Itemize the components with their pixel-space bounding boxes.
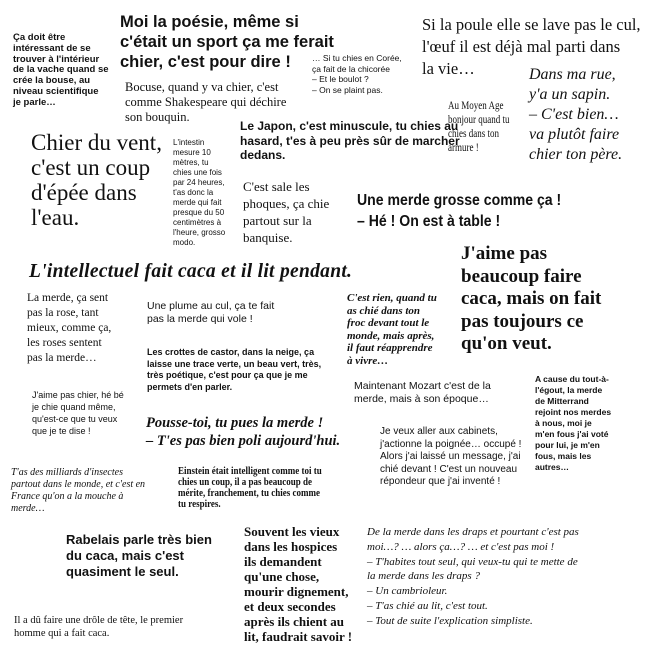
quote-plume: Une plume au cul, ça te fait pas la merde qui vole ! bbox=[147, 300, 275, 325]
quote-rose: La merde, ça sent pas la rose, tant mieux, comme ça, les roses sentent pas la merde… bbox=[27, 292, 112, 364]
quote-draps: De la merde dans les draps et pourtant c'est pas moi…? … alors ça…? … et c'est pas moi ! – T'habites tout seul, qui veux-tu qui te mette de la merde dans les draps ? – Un cambrioleur. – T'as chié au lit, c'est tout. – Tout de suite l'explication simpliste. bbox=[367, 526, 579, 627]
quote-vent: Chier du vent, c'est un coup d'épée dans l'eau. bbox=[31, 130, 162, 230]
quote-coree: … Si tu chies en Corée, ça fait de la chicorée – Et le boulot ? – On se plaint pas. bbox=[312, 53, 402, 95]
quote-phoques: C'est sale les phoques, ça chie partout sur la banquise. bbox=[243, 179, 330, 245]
quote-mouche: T'as des milliards d'insectes partout dans le monde, et c'est en France qu'on a la mouche à merde… bbox=[11, 467, 146, 514]
quote-mozart: Maintenant Mozart c'est de la merde, mais à son époque… bbox=[354, 380, 491, 405]
quote-pousse-toi: Pousse-toi, tu pues la merde ! – T'es pas bien poli aujourd'hui. bbox=[146, 415, 341, 449]
quote-chier: J'aime pas chier, hé bé je chie quand même, qu'est-ce que tu veux que je te dise ! bbox=[32, 390, 124, 436]
quote-intellectuel: L'intellectuel fait caca et il lit pendant. bbox=[29, 261, 353, 282]
quote-einstein: Einstein était intelligent comme toi tu chies un coup, il a pas beaucoup de mérite, franchement, tu chies comme tu respires. bbox=[178, 466, 322, 510]
quote-grosse: Une merde grosse comme ça ! – Hé ! On est à table ! bbox=[357, 192, 562, 230]
quote-rabelais: Rabelais parle très bien du caca, mais c'est quasiment le seul. bbox=[66, 532, 212, 579]
quote-sapin: Dans ma rue, y'a un sapin. – C'est bien… va plutôt faire chier ton père. bbox=[529, 66, 623, 163]
quote-moyen-age: Au Moyen Age bonjour quand tu chies dans ton armure ! bbox=[448, 98, 510, 154]
quote-aime-pas: J'aime pas beaucoup faire caca, mais on fait pas toujours ce qu'on veut. bbox=[461, 243, 602, 354]
quote-vache: Ça doit être intéressant de se trouver à l'intérieur de la vache quand se crée la bouse, au niveau scientifique je parle… bbox=[13, 32, 109, 108]
quote-intestin: L'intestin mesure 10 mètres, tu chies une fois par 24 heures, t'as donc la merde qui fait presque du 50 centimètres à l'heure, grosso modo. bbox=[173, 138, 226, 247]
quote-bocuse: Bocuse, quand y va chier, c'est comme Shakespeare qui déchire son bouquin. bbox=[125, 80, 287, 124]
quote-poesie: Moi la poésie, même si c'était un sport ça me ferait chier, c'est pour dire ! bbox=[120, 13, 334, 71]
quote-cabinets: Je veux aller aux cabinets, j'actionne la poignée… occupé ! Alors j'ai laissé un message, j'ai chié devant ! C'est un nouveau répondeur que j'ai inventé ! bbox=[380, 426, 522, 487]
quote-castor: Les crottes de castor, dans la neige, ça laisse une trace verte, un beau vert, très, très poétique, c'est pour ça que je me permets d'en parler. bbox=[147, 347, 322, 392]
quote-premier-homme: Il a dû faire une drôle de tête, le premier homme qui a fait caca. bbox=[14, 615, 184, 639]
quote-vieux: Souvent les vieux dans les hospices ils demandent qu'une chose, mourir dignement, et deux secondes après ils chient au lit, faudrait savoir ! bbox=[244, 524, 353, 644]
quote-japon: Le Japon, c'est minuscule, tu chies au hasard, t'es à peu près sûr de marcher dedans. bbox=[240, 119, 460, 162]
quote-poule: Si la poule elle se lave pas le cul, l'œuf il est déjà mal parti dans la vie… bbox=[422, 15, 641, 78]
quote-froc: C'est rien, quand tu as chié dans ton froc devant tout le monde, mais après, il faut réapprendre à vivre… bbox=[347, 292, 437, 367]
quote-mitterrand: A cause du tout-à- l'égout, la merde de Mitterrand rejoint nos merdes à nous, moi je m'en fous j'ai voté pour lui, je m'en fous, mais les autres… bbox=[535, 374, 612, 472]
